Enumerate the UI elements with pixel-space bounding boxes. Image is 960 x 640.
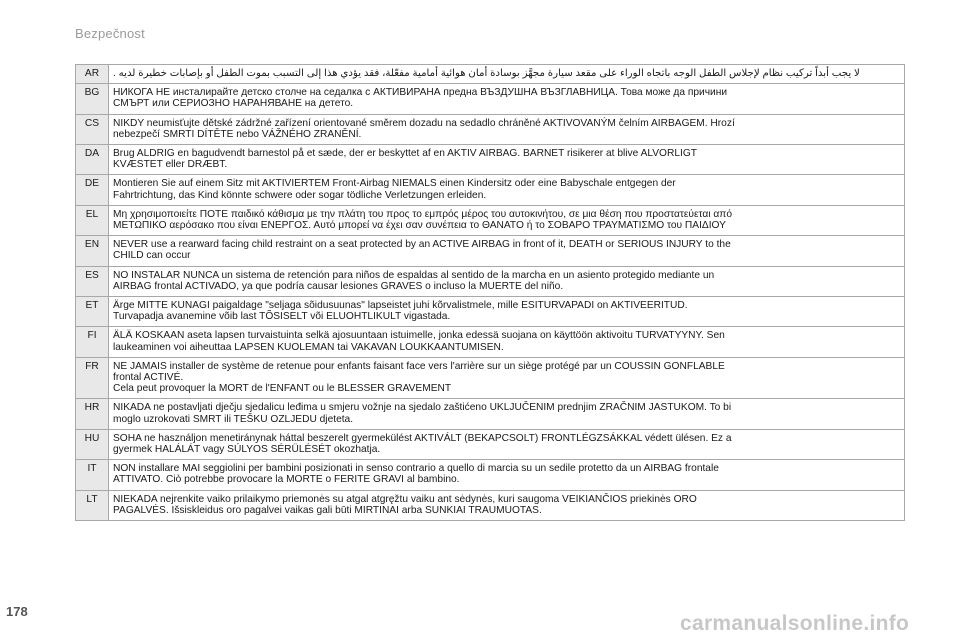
warning-text-line: ÄLÄ KOSKAAN aseta lapsen turvaistuinta selkä ajosuuntaan istuimelle, jonka edessä suojana on käyttöön aktivoitu TURVATYYNY. Sen: [113, 330, 725, 342]
warning-text-line: Cela peut provoquer la MORT de l'ENFANT ou le BLESSER GRAVEMENT: [113, 383, 452, 395]
warning-text: [109, 460, 905, 490]
warning-text-line: Fahrtrichtung, das Kind könnte schwere oder sogar tödliche Verletzungen erleiden.: [113, 189, 487, 201]
warning-text-line: frontal ACTIVÉ.: [113, 372, 184, 384]
warning-row: [76, 114, 905, 144]
warning-text: [109, 399, 905, 429]
warning-text: [109, 266, 905, 296]
warning-row: [76, 297, 905, 327]
warning-text-line: KVÆSTET eller DRÆBT.: [113, 159, 228, 171]
warning-row: [76, 175, 905, 205]
language-code: EL: [76, 205, 109, 235]
language-code: FI: [76, 327, 109, 357]
warning-text-line: NIKDY neumisťujte dětské zádržné zařízení orientované směrem dozadu na sedadlo chráněné AKTIVOVANÝM čelním AIRBAGEM. Hrozí: [113, 117, 735, 129]
warning-text: [109, 297, 905, 327]
language-code: ES: [76, 266, 109, 296]
warning-row: [76, 327, 905, 357]
watermark: carmanualsonline.info: [680, 612, 910, 635]
warning-row: [76, 84, 905, 114]
warning-text-line: Turvapadja avanemine võib last TÕSISELT või ELUOHTLIKULT vigastada.: [113, 311, 451, 323]
warning-text: [109, 327, 905, 357]
warning-text-line: PAGALVĖS. Išsiskleidus oro pagalvei vaikas gali būti MIRTINAI arba SUNKIAI TRAUMUOTAS.: [113, 504, 542, 516]
warning-text-line: Ärge MITTE KUNAGI paigaldage "seljaga sõidusuunas" lapseistet juhi kõrvalistmele, mille ESITURVAPADI on AKTIVEERITUD.: [113, 300, 688, 312]
warning-text-line: Montieren Sie auf einem Sitz mit AKTIVIERTEM Front-Airbag NIEMALS einen Kindersitz oder eine Babyschale entgegen der: [113, 178, 676, 190]
warning-text: [109, 205, 905, 235]
warning-text-line: NON installare MAI seggiolini per bambini posizionati in senso contrario a quello di marcia su un sedile protetto da un AIRBAG frontale: [113, 463, 719, 475]
language-code: HU: [76, 429, 109, 459]
warning-row: [76, 399, 905, 429]
warning-text: [109, 490, 905, 520]
warning-text: [109, 65, 905, 84]
warning-text: [109, 357, 905, 399]
warning-text-line: NEVER use a rearward facing child restraint on a seat protected by an ACTIVE AIRBAG in front of it, DEATH or SERIOUS INJURY to the: [113, 239, 731, 251]
warning-text-line: ATTIVATO. Ciò potrebbe provocare la MORTE o FERITE GRAVI al bambino.: [113, 474, 460, 486]
warning-text-line: laukeaminen voi aiheuttaa LAPSEN KUOLEMAN tai VAKAVAN LOUKKAANTUMISEN.: [113, 341, 504, 353]
warning-text-line: gyermek HALÁLÁT vagy SÚLYOS SÉRÜLÉSÉT okozhatja.: [113, 444, 381, 456]
language-code: HR: [76, 399, 109, 429]
section-title: Bezpečnost: [75, 26, 145, 41]
warning-text-line: Brug ALDRIG en bagudvendt barnestol på et sæde, der er beskyttet af en AKTIV AIRBAG. BARNET risikerer at blive ALVORLIGT: [113, 148, 697, 160]
language-code: FR: [76, 357, 109, 399]
warning-text-line: CHILD can occur: [113, 250, 191, 262]
language-code: CS: [76, 114, 109, 144]
warning-text-line: NIKADA ne postavljati dječju sjedalicu leđima u smjeru vožnje na sjedalo zaštićeno UKLJUČENIM prednjim ZRAČNIM JASTUKOM. To bi: [113, 402, 732, 414]
language-code: ET: [76, 297, 109, 327]
warning-text-line: ΜΕΤΩΠΙΚΟ αερόσακο που είναι ΕΝΕΡΓΟΣ. Αυτό μπορεί να έχει σαν συνέπεια το ΘΑΝΑΤΟ ή το ΣΟΒΑΡΟ ΤΡΑΥΜΑΤΙΣΜΟ του ΠΑΙΔΙΟΥ: [113, 220, 726, 232]
airbag-warning-table: [75, 64, 905, 521]
warning-row: [76, 266, 905, 296]
warning-text-line: НИКОГА НЕ инсталирайте детско столче на седалка с АКТИВИРАНА предна ВЪЗДУШНА ВЪЗГЛАВНИЦА. Това може да причини: [113, 87, 728, 99]
warning-row: [76, 460, 905, 490]
warning-text-line: NE JAMAIS installer de système de retenue pour enfants faisant face vers l'arrière sur un siège protégé par un COUSSIN GONFLABLE: [113, 360, 725, 372]
warning-row: [76, 65, 905, 84]
warning-text: [109, 429, 905, 459]
language-code: LT: [76, 490, 109, 520]
warning-row: [76, 236, 905, 266]
language-code: DE: [76, 175, 109, 205]
language-code: AR: [76, 65, 109, 84]
warning-row: [76, 357, 905, 399]
warning-table-body: [76, 65, 905, 521]
warning-text-line: nebezpečí SMRTI DÍTĚTE nebo VÁŽNÉHO ZRANĚNÍ.: [113, 128, 362, 140]
warning-text: [109, 175, 905, 205]
warning-text-line: Μη χρησιμοποιείτε ΠΟΤΕ παιδικό κάθισμα με την πλάτη του προς το εμπρός μέρος του αυτοκινήτου, σε μια θέση που προστατεύεται από: [113, 208, 732, 220]
warning-text-line: NO INSTALAR NUNCA un sistema de retención para niños de espaldas al sentido de la marcha en un asiento protegido mediante un: [113, 269, 715, 281]
language-code: DA: [76, 145, 109, 175]
warning-row: [76, 205, 905, 235]
warning-row: [76, 490, 905, 520]
warning-text: [109, 114, 905, 144]
warning-text-line: SOHA ne használjon menetiránynak háttal beszerelt gyermekülést AKTIVÁLT (BEKAPCSOLT) FRONTLÉGZSÁKKAL védett ülésen. Ez a: [113, 432, 732, 444]
language-code: IT: [76, 460, 109, 490]
language-code: EN: [76, 236, 109, 266]
language-code: BG: [76, 84, 109, 114]
warning-text-line: moglo uzrokovati SMRT ili TEŠKU OZLJEDU djeteta.: [113, 413, 354, 425]
warning-row: [76, 145, 905, 175]
warning-row: [76, 429, 905, 459]
warning-text: [109, 145, 905, 175]
warning-text: [109, 84, 905, 114]
page-number: 178: [6, 604, 28, 619]
warning-text-line: NIEKADA nejrenkite vaiko prilaikymo priemonės su atgal atgręžtu vaiku ant sėdynės, kuri saugoma VEIKIANČIOS priekinės ORO: [113, 493, 697, 505]
warning-text: [109, 236, 905, 266]
warning-text-line: لا يجب أبداً تركيب نظام لإجلاس الطفل الوجه باتجاه الوراء على مقعد سيارة مجهَّز بوسادة أمان هوائية أمامية مفعّلة، فقد يؤدي هذا إلى التسبب بموت الطفل أو بإصابات خطيرة لديه .: [113, 68, 860, 79]
warning-text-line: AIRBAG frontal ACTIVADO, ya que podría causar lesiones GRAVES o incluso la MUERTE del niño.: [113, 280, 564, 292]
warning-text-line: СМЪРТ или СЕРИОЗНО НАРАНЯВАНЕ на детето.: [113, 98, 354, 110]
